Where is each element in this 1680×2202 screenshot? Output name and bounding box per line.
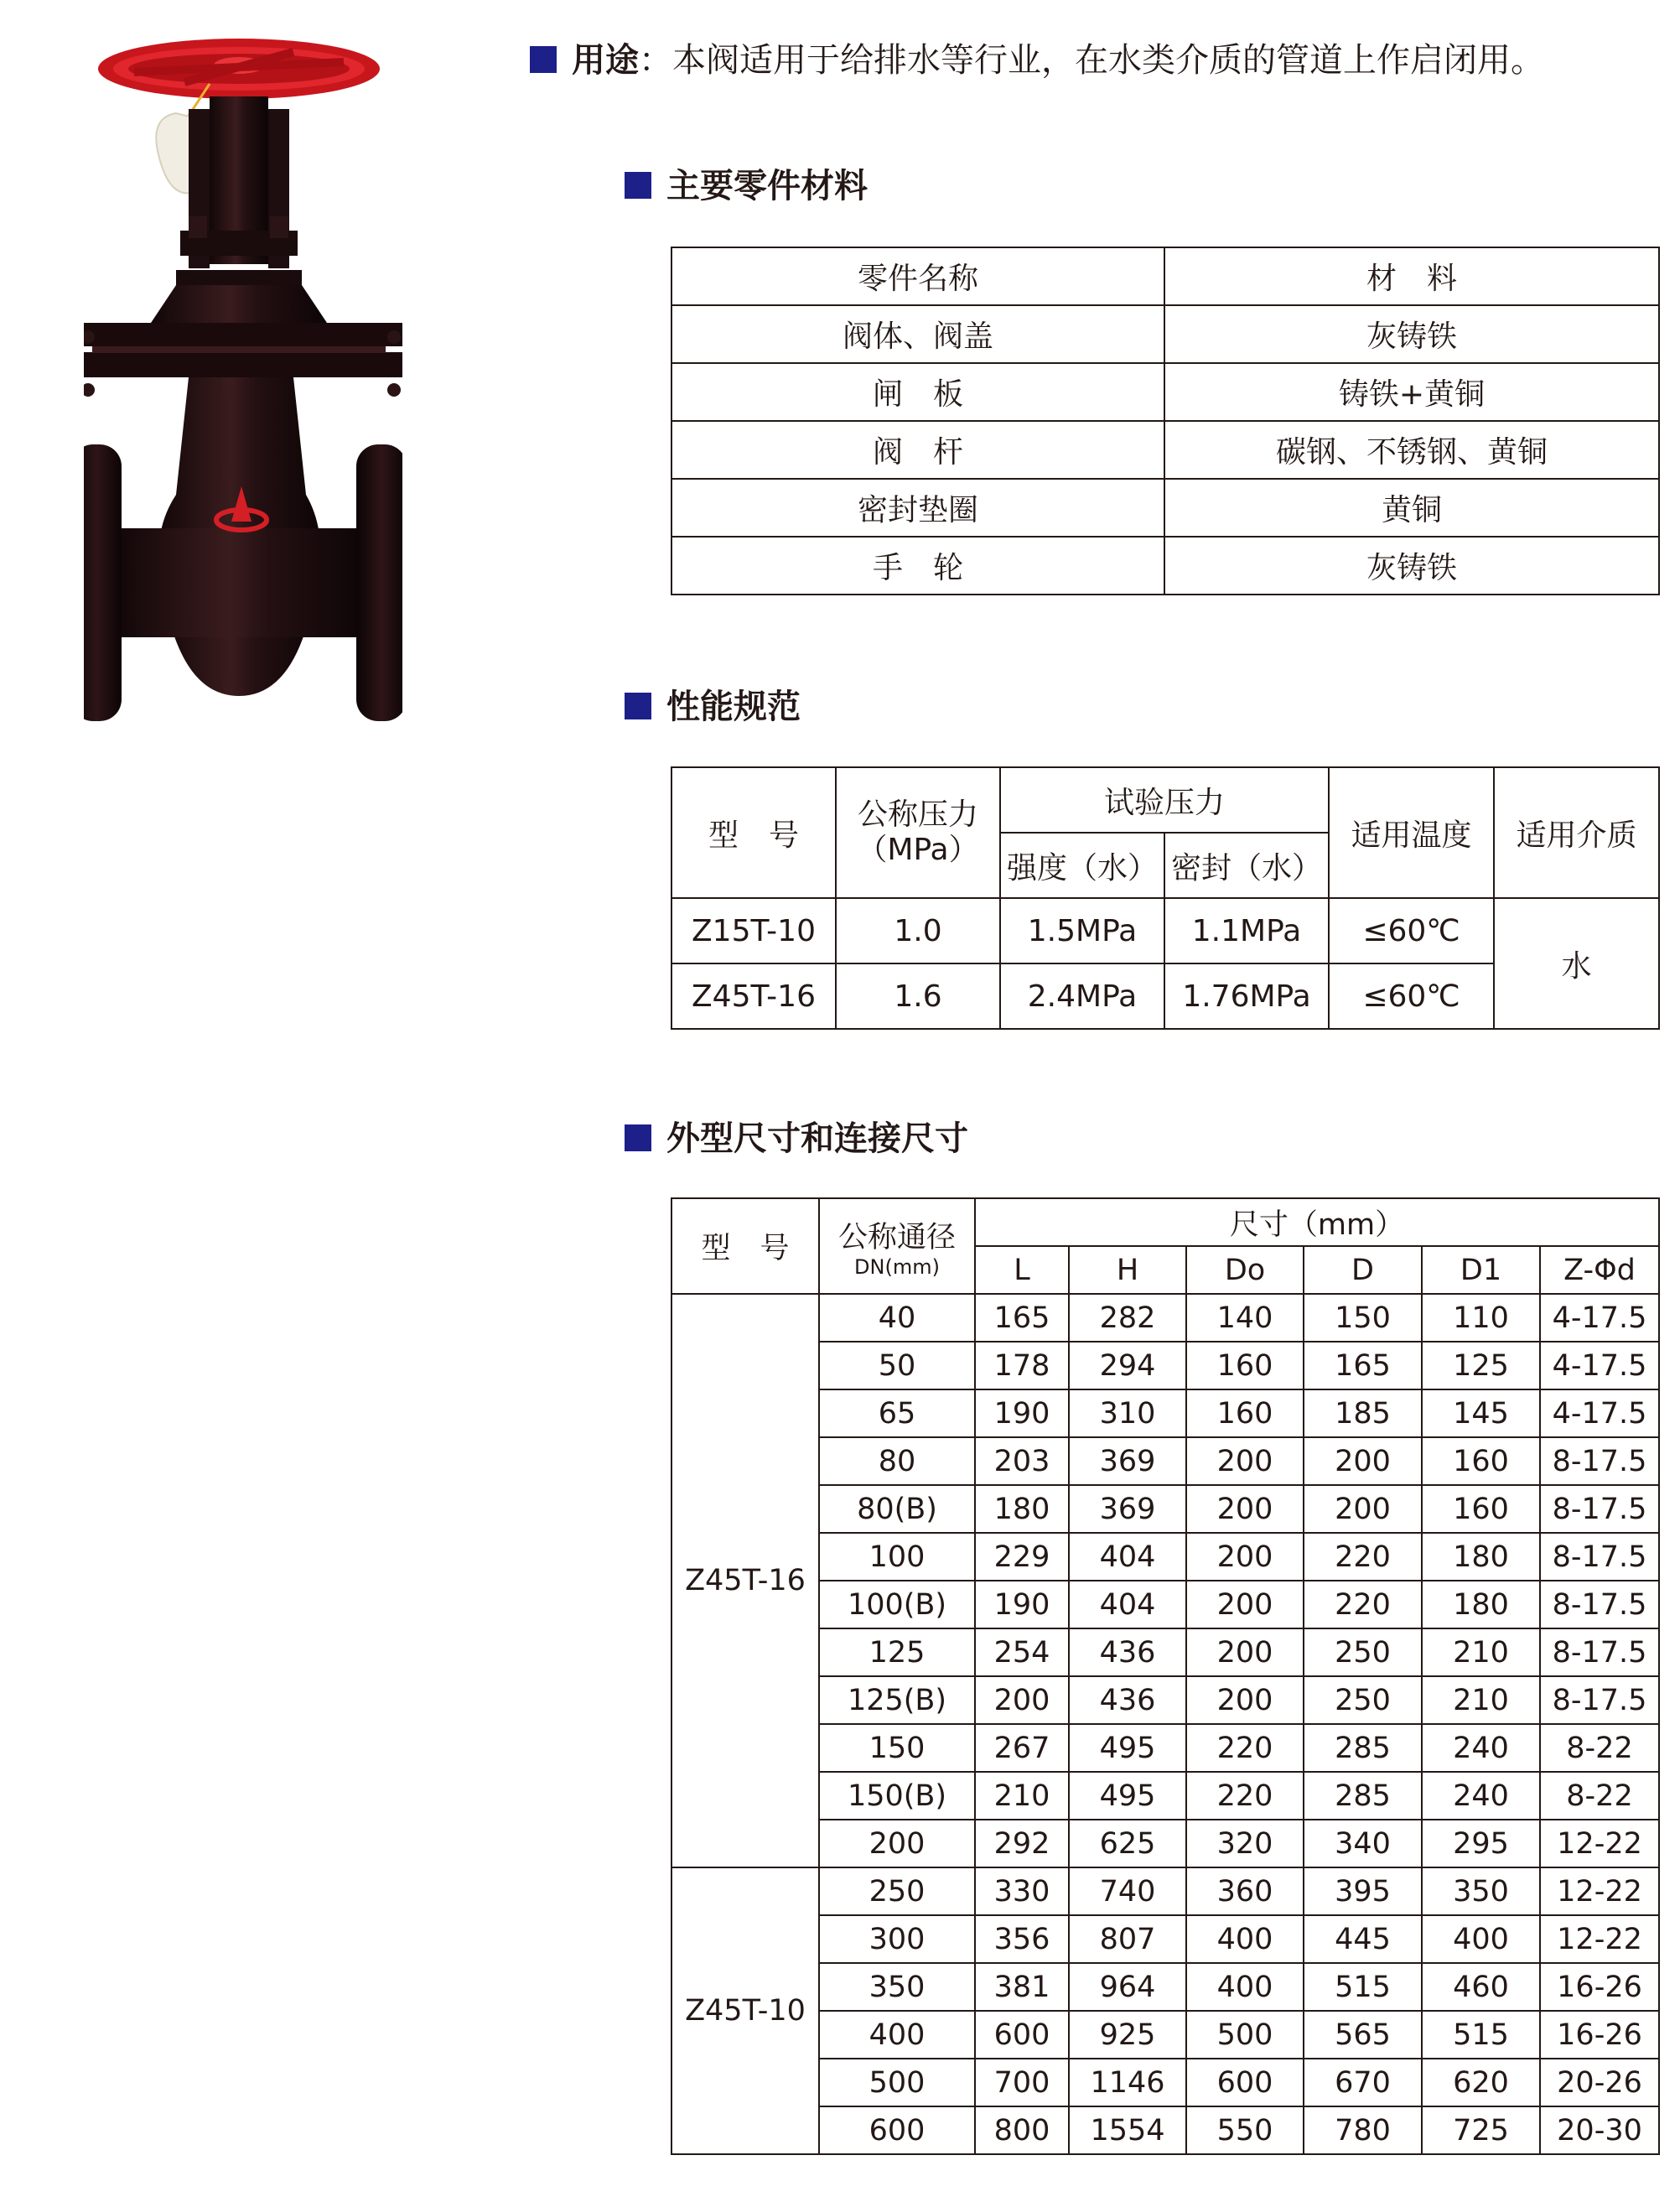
table-row (671, 1867, 1659, 1915)
H-cell: 625 (1069, 1820, 1186, 1867)
header-col-L: L (975, 1246, 1069, 1294)
usage-text: 本阀适用于给排水等行业，在水类介质的管道上作启闭用。 (672, 41, 1544, 80)
D1-cell: 240 (1422, 1724, 1540, 1772)
Do-cell: 200 (1186, 1581, 1304, 1628)
section-bullet (625, 172, 651, 199)
materials-header-row (671, 247, 1659, 305)
holes-cell: 8-17.5 (1540, 1581, 1659, 1628)
holes-cell: 8-17.5 (1540, 1437, 1659, 1485)
dn-cell: 100(B) (819, 1581, 975, 1628)
header-seal: 密封（水） (1164, 833, 1329, 898)
holes-cell: 8-17.5 (1540, 1628, 1659, 1676)
D-cell: 250 (1304, 1628, 1422, 1676)
H-cell: 1146 (1069, 2059, 1186, 2106)
dn-cell: 80(B) (819, 1485, 975, 1533)
dn-cell: 350 (819, 1963, 975, 2011)
dn-cell: 500 (819, 2059, 975, 2106)
L-cell: 267 (975, 1724, 1069, 1772)
L-cell: 200 (975, 1676, 1069, 1724)
L-cell: 292 (975, 1820, 1069, 1867)
dn-cell: 80 (819, 1437, 975, 1485)
H-cell: 310 (1069, 1389, 1186, 1437)
D-cell: 515 (1304, 1963, 1422, 2011)
model-cell: Z45T-16 (671, 963, 836, 1029)
materials-header-part: 零件名称 (671, 247, 1164, 305)
D-cell: 220 (1304, 1581, 1422, 1628)
D1-cell: 110 (1422, 1294, 1540, 1342)
dn-cell: 600 (819, 2106, 975, 2154)
holes-cell: 8-22 (1540, 1724, 1659, 1772)
Do-cell: 200 (1186, 1533, 1304, 1581)
dn-cell: 100 (819, 1533, 975, 1581)
Do-cell: 220 (1186, 1724, 1304, 1772)
model-cell: Z45T-16 (671, 1294, 819, 1867)
D-cell: 780 (1304, 2106, 1422, 2154)
D1-cell: 400 (1422, 1915, 1540, 1963)
L-cell: 800 (975, 2106, 1069, 2154)
D-cell: 340 (1304, 1820, 1422, 1867)
Do-cell: 600 (1186, 2059, 1304, 2106)
section-bullet (530, 46, 557, 73)
L-cell: 178 (975, 1342, 1069, 1389)
holes-cell: 4-17.5 (1540, 1294, 1659, 1342)
header-col-D1: D1 (1422, 1246, 1540, 1294)
L-cell: 180 (975, 1485, 1069, 1533)
Do-cell: 220 (1186, 1772, 1304, 1820)
D1-cell: 160 (1422, 1485, 1540, 1533)
L-cell: 165 (975, 1294, 1069, 1342)
Do-cell: 550 (1186, 2106, 1304, 2154)
temperature-cell: ≤60℃ (1329, 898, 1494, 963)
holes-cell: 12-22 (1540, 1915, 1659, 1963)
temperature-cell: ≤60℃ (1329, 963, 1494, 1029)
seal-cell: 1.76MPa (1164, 963, 1329, 1029)
D1-cell: 125 (1422, 1342, 1540, 1389)
holes-cell: 20-26 (1540, 2059, 1659, 2106)
table-row (671, 1485, 1659, 1533)
D1-cell: 160 (1422, 1437, 1540, 1485)
D-cell: 165 (1304, 1342, 1422, 1389)
Do-cell: 400 (1186, 1915, 1304, 1963)
table-row (671, 1533, 1659, 1581)
L-cell: 600 (975, 2011, 1069, 2059)
D-cell: 395 (1304, 1867, 1422, 1915)
H-cell: 495 (1069, 1724, 1186, 1772)
part-name: 阀 杆 (671, 421, 1164, 479)
holes-cell: 16-26 (1540, 2011, 1659, 2059)
section-bullet (625, 1124, 651, 1151)
holes-cell: 8-17.5 (1540, 1676, 1659, 1724)
H-cell: 282 (1069, 1294, 1186, 1342)
Do-cell: 160 (1186, 1389, 1304, 1437)
D1-cell: 180 (1422, 1581, 1540, 1628)
dn-cell: 65 (819, 1389, 975, 1437)
L-cell: 330 (975, 1867, 1069, 1915)
holes-cell: 8-17.5 (1540, 1485, 1659, 1533)
D-cell: 445 (1304, 1915, 1422, 1963)
header-test-pressure: 试验压力 (1000, 767, 1329, 833)
H-cell: 740 (1069, 1867, 1186, 1915)
table-row (671, 305, 1659, 363)
strength-cell: 2.4MPa (1000, 963, 1164, 1029)
part-material: 灰铸铁 (1164, 305, 1659, 363)
H-cell: 436 (1069, 1676, 1186, 1724)
Do-cell: 360 (1186, 1867, 1304, 1915)
Do-cell: 400 (1186, 1963, 1304, 2011)
gate-valve-image (84, 25, 402, 730)
Do-cell: 320 (1186, 1820, 1304, 1867)
dn-cell: 50 (819, 1342, 975, 1389)
Do-cell: 200 (1186, 1628, 1304, 1676)
header-model: 型 号 (671, 767, 836, 898)
D1-cell: 210 (1422, 1676, 1540, 1724)
holes-cell: 4-17.5 (1540, 1342, 1659, 1389)
part-material: 铸铁+黄铜 (1164, 363, 1659, 421)
section-bullet (625, 693, 651, 719)
model-cell: Z45T-10 (671, 1867, 819, 2154)
usage-separator: ： (639, 41, 672, 80)
L-cell: 210 (975, 1772, 1069, 1820)
table-row (671, 1915, 1659, 1963)
dn-cell: 250 (819, 1867, 975, 1915)
table-row (671, 2011, 1659, 2059)
table-row (671, 1581, 1659, 1628)
H-cell: 436 (1069, 1628, 1186, 1676)
dn-cell: 125(B) (819, 1676, 975, 1724)
D1-cell: 725 (1422, 2106, 1540, 2154)
holes-cell: 12-22 (1540, 1867, 1659, 1915)
materials-table (671, 247, 1660, 595)
holes-cell: 16-26 (1540, 1963, 1659, 2011)
H-cell: 964 (1069, 1963, 1186, 2011)
header-model: 型 号 (671, 1198, 819, 1294)
L-cell: 356 (975, 1915, 1069, 1963)
H-cell: 1554 (1069, 2106, 1186, 2154)
header-nominal-diameter: 公称通径 DN(mm) (819, 1198, 975, 1294)
part-name: 密封垫圈 (671, 479, 1164, 537)
D1-cell: 180 (1422, 1533, 1540, 1581)
table-row (671, 1628, 1659, 1676)
header-size: 尺寸（mm） (975, 1198, 1659, 1246)
L-cell: 190 (975, 1581, 1069, 1628)
Do-cell: 200 (1186, 1676, 1304, 1724)
D-cell: 250 (1304, 1676, 1422, 1724)
D-cell: 150 (1304, 1294, 1422, 1342)
D-cell: 285 (1304, 1724, 1422, 1772)
D1-cell: 210 (1422, 1628, 1540, 1676)
part-name: 闸 板 (671, 363, 1164, 421)
materials-title: 主要零件材料 (625, 163, 868, 210)
Do-cell: 200 (1186, 1485, 1304, 1533)
header-nominal-pressure: 公称压力 （MPa） (836, 767, 1000, 898)
H-cell: 404 (1069, 1581, 1186, 1628)
L-cell: 190 (975, 1389, 1069, 1437)
dn-cell: 400 (819, 2011, 975, 2059)
performance-table (671, 766, 1660, 1030)
table-row (671, 1294, 1659, 1342)
dimensions-title: 外型尺寸和连接尺寸 (625, 1115, 968, 1162)
Do-cell: 500 (1186, 2011, 1304, 2059)
H-cell: 495 (1069, 1772, 1186, 1820)
D-cell: 565 (1304, 2011, 1422, 2059)
materials-header-material: 材 料 (1164, 247, 1659, 305)
part-name: 手 轮 (671, 537, 1164, 595)
header-col-H: H (1069, 1246, 1186, 1294)
header-col-D: D (1304, 1246, 1422, 1294)
header-col-holes: Z-Φd (1540, 1246, 1659, 1294)
dimensions-table (671, 1197, 1660, 2155)
table-row (671, 1820, 1659, 1867)
part-material: 黄铜 (1164, 479, 1659, 537)
L-cell: 254 (975, 1628, 1069, 1676)
part-material: 碳钢、不锈钢、黄铜 (1164, 421, 1659, 479)
performance-header-row (671, 767, 1659, 833)
D1-cell: 240 (1422, 1772, 1540, 1820)
D1-cell: 145 (1422, 1389, 1540, 1437)
pressure-cell: 1.0 (836, 898, 1000, 963)
dn-cell: 300 (819, 1915, 975, 1963)
medium-cell: 水 (1494, 898, 1659, 1029)
usage-line (530, 35, 1544, 86)
holes-cell: 8-17.5 (1540, 1533, 1659, 1581)
holes-cell: 8-22 (1540, 1772, 1659, 1820)
H-cell: 807 (1069, 1915, 1186, 1963)
D-cell: 200 (1304, 1485, 1422, 1533)
holes-cell: 12-22 (1540, 1820, 1659, 1867)
table-row (671, 2106, 1659, 2154)
dn-cell: 150(B) (819, 1772, 975, 1820)
pressure-cell: 1.6 (836, 963, 1000, 1029)
dn-cell: 125 (819, 1628, 975, 1676)
header-temperature: 适用温度 (1329, 767, 1494, 898)
table-row (671, 421, 1659, 479)
D-cell: 220 (1304, 1533, 1422, 1581)
Do-cell: 160 (1186, 1342, 1304, 1389)
table-row (671, 898, 1659, 963)
table-row (671, 2059, 1659, 2106)
header-medium: 适用介质 (1494, 767, 1659, 898)
D1-cell: 515 (1422, 2011, 1540, 2059)
performance-title: 性能规范 (625, 683, 801, 730)
H-cell: 369 (1069, 1485, 1186, 1533)
D-cell: 200 (1304, 1437, 1422, 1485)
D1-cell: 460 (1422, 1963, 1540, 2011)
header-strength: 强度（水） (1000, 833, 1164, 898)
H-cell: 294 (1069, 1342, 1186, 1389)
table-row (671, 1437, 1659, 1485)
table-row (671, 1676, 1659, 1724)
D1-cell: 620 (1422, 2059, 1540, 2106)
dn-cell: 150 (819, 1724, 975, 1772)
dn-cell: 40 (819, 1294, 975, 1342)
L-cell: 229 (975, 1533, 1069, 1581)
table-row (671, 1963, 1659, 2011)
dn-cell: 200 (819, 1820, 975, 1867)
D-cell: 285 (1304, 1772, 1422, 1820)
D-cell: 670 (1304, 2059, 1422, 2106)
usage-label: 用途 (572, 41, 639, 80)
D1-cell: 295 (1422, 1820, 1540, 1867)
strength-cell: 1.5MPa (1000, 898, 1164, 963)
L-cell: 700 (975, 2059, 1069, 2106)
H-cell: 369 (1069, 1437, 1186, 1485)
Do-cell: 140 (1186, 1294, 1304, 1342)
table-row (671, 363, 1659, 421)
table-row (671, 1389, 1659, 1437)
table-row (671, 1772, 1659, 1820)
L-cell: 381 (975, 1963, 1069, 2011)
holes-cell: 4-17.5 (1540, 1389, 1659, 1437)
dimensions-header-row (671, 1198, 1659, 1246)
table-row (671, 479, 1659, 537)
Do-cell: 200 (1186, 1437, 1304, 1485)
holes-cell: 20-30 (1540, 2106, 1659, 2154)
D1-cell: 350 (1422, 1867, 1540, 1915)
L-cell: 203 (975, 1437, 1069, 1485)
H-cell: 925 (1069, 2011, 1186, 2059)
model-cell: Z15T-10 (671, 898, 836, 963)
table-row (671, 1724, 1659, 1772)
header-col-Do: Do (1186, 1246, 1304, 1294)
H-cell: 404 (1069, 1533, 1186, 1581)
table-row (671, 537, 1659, 595)
seal-cell: 1.1MPa (1164, 898, 1329, 963)
table-row (671, 1342, 1659, 1389)
part-material: 灰铸铁 (1164, 537, 1659, 595)
D-cell: 185 (1304, 1389, 1422, 1437)
part-name: 阀体、阀盖 (671, 305, 1164, 363)
